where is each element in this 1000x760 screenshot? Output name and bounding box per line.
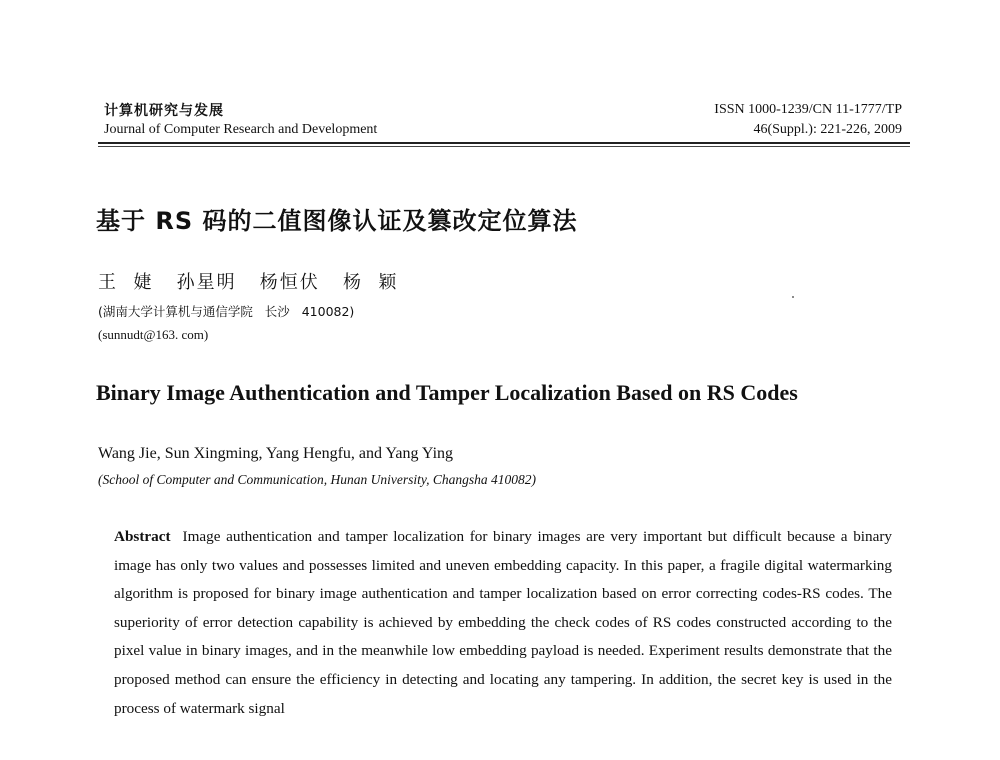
journal-name-en: Journal of Computer Research and Development [104, 122, 378, 137]
abstract-label: Abstract [114, 528, 171, 545]
authors-en: Wang Jie, Sun Xingming, Yang Hengfu, and Yang Ying [98, 445, 454, 462]
speck-mark [792, 296, 794, 298]
header-rule-thin [98, 146, 910, 147]
title-cn: 基于 RS 码的二值图像认证及篡改定位算法 [96, 207, 578, 235]
affiliation-cn: (湖南大学计算机与通信学院 长沙 410082) [98, 304, 355, 319]
author-email: (sunnudt@163. com) [98, 327, 209, 342]
abstract-block [114, 523, 892, 723]
volume-line: 46(Suppl.): 221-226, 2009 [753, 122, 902, 137]
title-en: Binary Image Authentication and Tamper Localization Based on RS Codes [96, 380, 798, 405]
header-rule-thick [98, 142, 910, 144]
authors-cn: 王 婕 孙星明 杨恒伏 杨 颖 [98, 272, 399, 293]
journal-name-cn: 计算机研究与发展 [104, 103, 224, 119]
issn-line: ISSN 1000-1239/CN 11-1777/TP [714, 102, 902, 117]
cut-off-text-line [114, 752, 494, 760]
affiliation-en: (School of Computer and Communication, Hunan University, Changsha 410082) [98, 472, 536, 487]
abstract-text: Image authentication and tamper localization for binary images are very important but difficult because a binary image has only two values and possesses limited and uneven embedding capacity. In this paper, a fragile digital watermarking algorithm is proposed for binary image authentication and tamper localization based on error correcting codes-RS codes. The superiority of error detection capability is achieved by embedding the check codes of RS codes constructed according to the pixel value in binary images, and in the meanwhile low embedding payload is needed. Experiment results demonstrate that the proposed method can ensure the efficiency in detecting and locating any tampering. In addition, the secret key is used in the process of watermark signal [114, 528, 892, 717]
